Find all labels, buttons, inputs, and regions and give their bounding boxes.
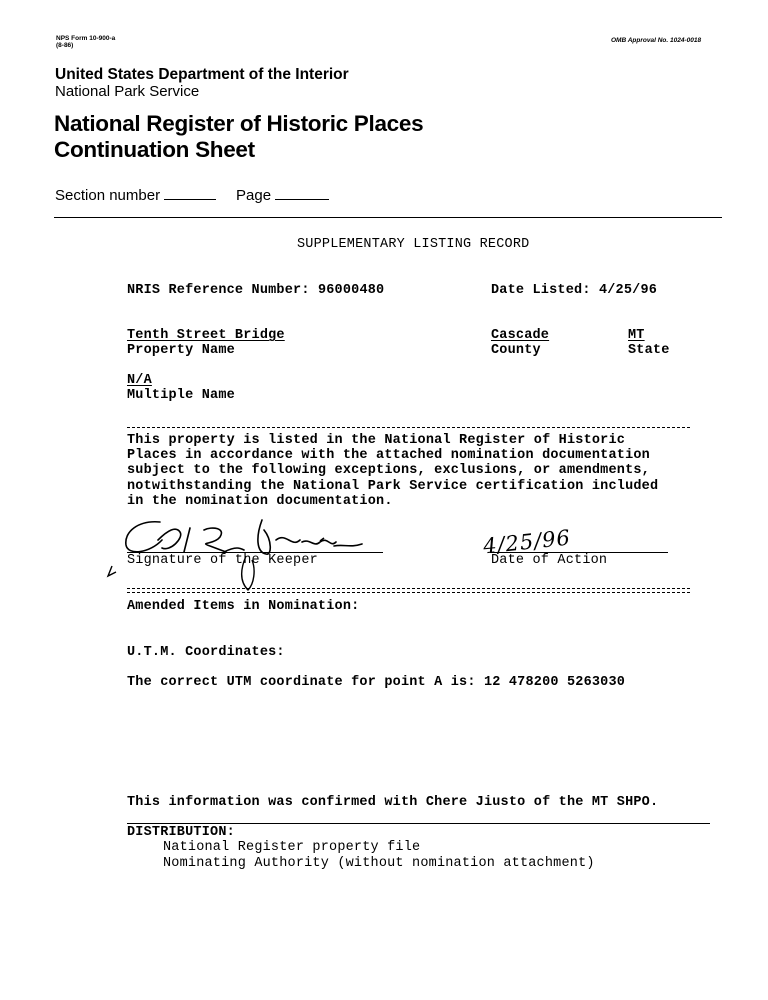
property-name-value: Tenth Street Bridge (127, 328, 285, 343)
form-revision: (8-86) (56, 42, 74, 49)
signature-label: Signature of the Keeper (127, 553, 318, 568)
nris-label: NRIS Reference Number: (127, 283, 310, 298)
statement-line: in the nomination documentation. (127, 494, 393, 509)
distribution-heading: DISTRIBUTION: (127, 825, 235, 840)
statement-line: Places in accordance with the attached nomination documentation (127, 448, 650, 463)
record-heading: SUPPLEMENTARY LISTING RECORD (297, 237, 530, 252)
department-name: United States Department of the Interior (55, 66, 349, 83)
distribution-item: National Register property file (163, 840, 421, 855)
statement-line: notwithstanding the National Park Service certification included (127, 479, 659, 494)
confirmation-note: This information was confirmed with Chere Jiusto of the MT SHPO. (127, 795, 659, 810)
statement-line: This property is listed in the National Register of Historic (127, 433, 626, 448)
state-label: State (628, 343, 670, 358)
page-title: National Register of Historic Places (54, 111, 424, 136)
section-number-label: Section number (55, 187, 161, 204)
page-label: Page (236, 187, 272, 204)
date-of-action-label: Date of Action (491, 553, 608, 568)
form-number: NPS Form 10-900-a (56, 35, 116, 42)
utm-correction: The correct UTM coordinate for point A is: 12 478200 5263030 (127, 675, 626, 690)
page-subtitle: Continuation Sheet (54, 137, 255, 162)
amended-items-heading: Amended Items in Nomination: (127, 599, 360, 614)
property-name-label: Property Name (127, 343, 235, 358)
multiple-name-value: N/A (127, 373, 152, 388)
utm-heading: U.T.M. Coordinates: (127, 645, 285, 660)
multiple-name-label: Multiple Name (127, 388, 235, 403)
amendments-divider (127, 588, 690, 593)
handwritten-action-date: 4/25/96 (481, 525, 572, 559)
omb-approval: OMB Approval No. 1024-0018 (611, 37, 702, 44)
date-listed-value: 4/25/96 (598, 283, 658, 298)
date-listed-label: Date Listed: (491, 283, 591, 298)
county-label: County (491, 343, 541, 358)
distribution-divider (127, 823, 710, 824)
service-name: National Park Service (55, 83, 200, 100)
state-value: MT (628, 328, 645, 343)
distribution-item: Nominating Authority (without nomination attachment) (163, 856, 595, 871)
nris-value: 96000480 (317, 283, 385, 298)
county-value: Cascade (491, 328, 550, 343)
statement-line: subject to the following exceptions, exclusions, or amendments, (127, 463, 650, 478)
